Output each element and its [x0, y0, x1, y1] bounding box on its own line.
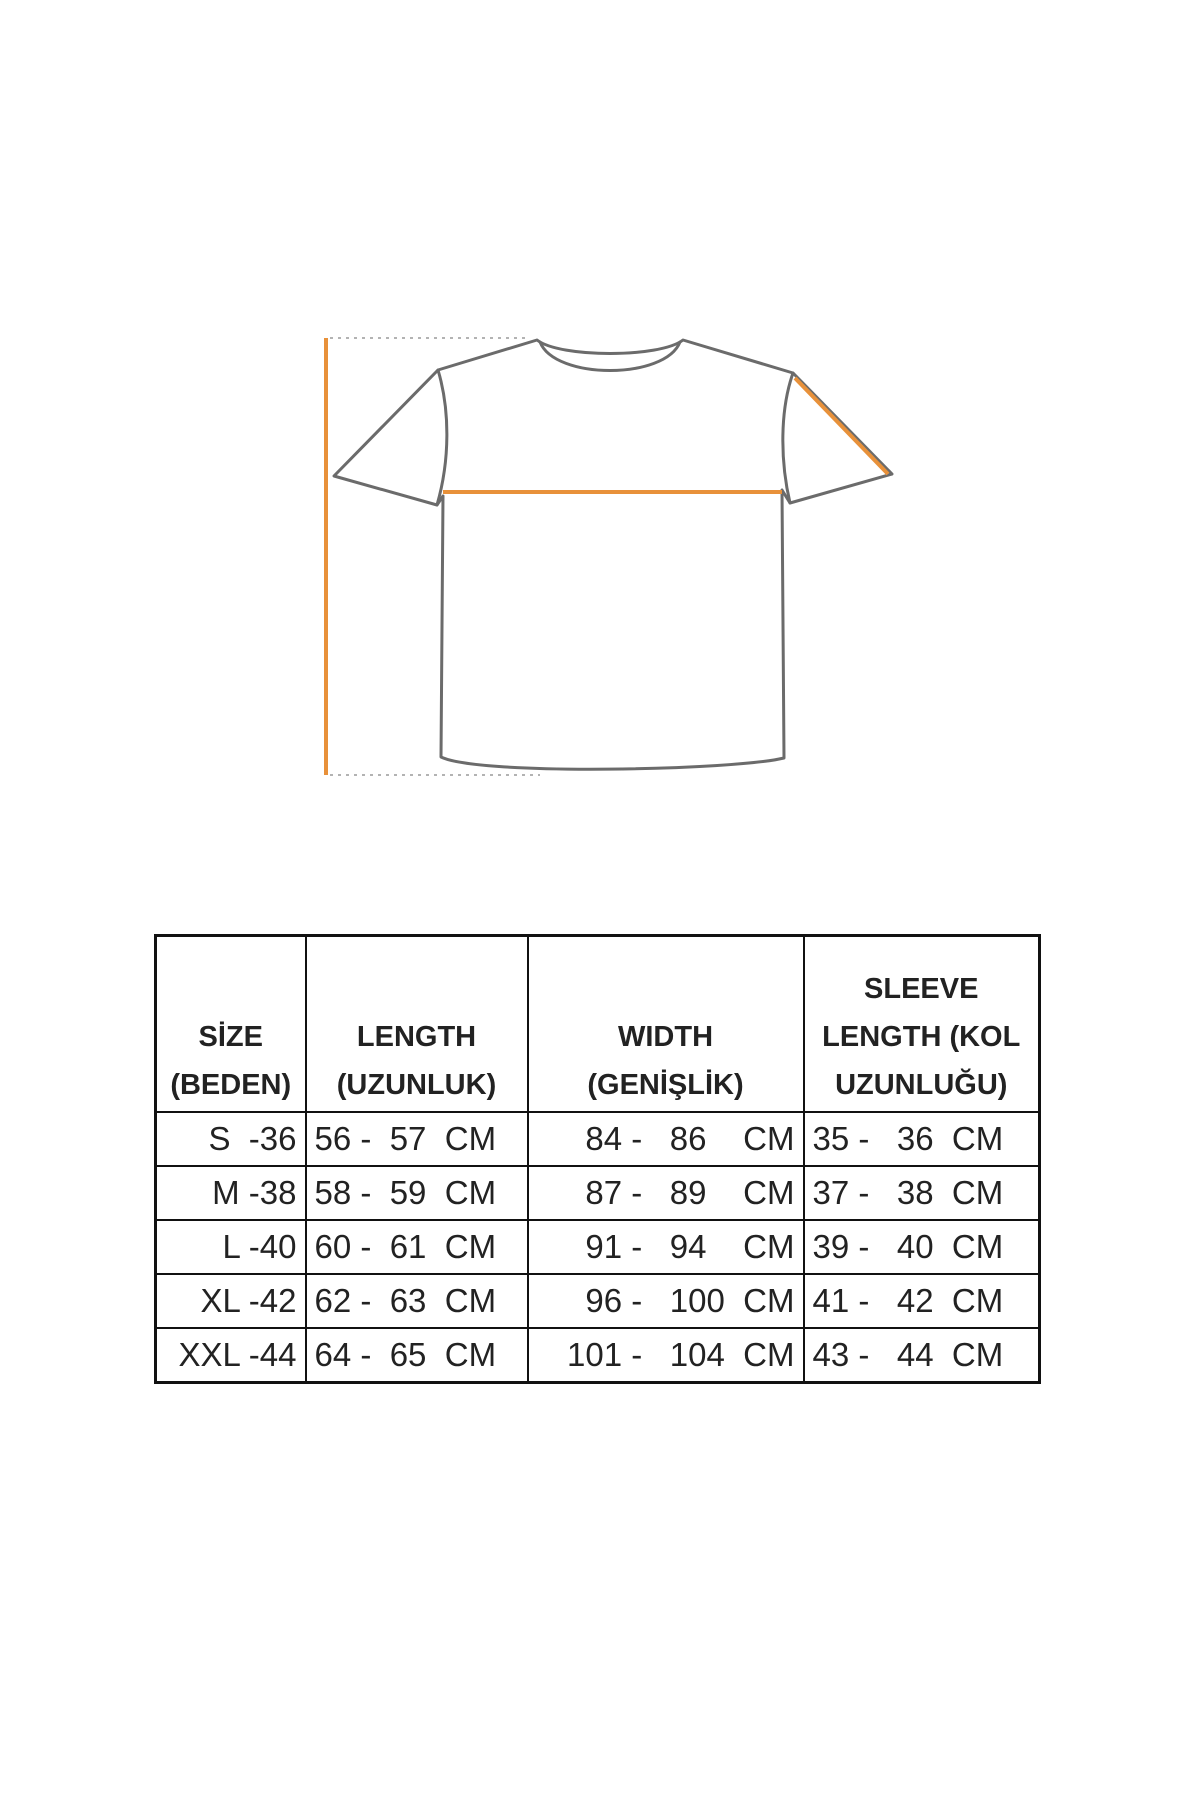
cell-size: S -36 [156, 1112, 306, 1166]
header-sleeve-length: SLEEVE LENGTH (KOL UZUNLUĞU) [804, 936, 1040, 1113]
length-measure-line [326, 338, 540, 775]
header-length: LENGTH (UZUNLUK) [306, 936, 528, 1113]
tshirt-outline-icon [334, 340, 892, 769]
cell-length: 60 - 61 CM [306, 1220, 528, 1274]
size-chart-table [154, 934, 1041, 1384]
table-row [156, 1328, 1040, 1383]
cell-sleeve-length: 41 - 42 CM [804, 1274, 1040, 1328]
table-row [156, 1274, 1040, 1328]
table-row [156, 1112, 1040, 1166]
sleeve-measure-line [795, 378, 888, 474]
cell-sleeve-length: 39 - 40 CM [804, 1220, 1040, 1274]
header-width: WIDTH (GENİŞLİK) [528, 936, 804, 1113]
cell-width: 84 - 86 CM [528, 1112, 804, 1166]
cell-length: 58 - 59 CM [306, 1166, 528, 1220]
cell-size: M -38 [156, 1166, 306, 1220]
header-size: SİZE (BEDEN) [156, 936, 306, 1113]
cell-length: 64 - 65 CM [306, 1328, 528, 1383]
cell-size: XL -42 [156, 1274, 306, 1328]
cell-size: XXL -44 [156, 1328, 306, 1383]
cell-size: L -40 [156, 1220, 306, 1274]
table-row [156, 1220, 1040, 1274]
cell-width: 96 - 100 CM [528, 1274, 804, 1328]
table-row [156, 1166, 1040, 1220]
cell-length: 62 - 63 CM [306, 1274, 528, 1328]
cell-length: 56 - 57 CM [306, 1112, 528, 1166]
cell-sleeve-length: 35 - 36 CM [804, 1112, 1040, 1166]
cell-sleeve-length: 43 - 44 CM [804, 1328, 1040, 1383]
cell-width: 91 - 94 CM [528, 1220, 804, 1274]
cell-sleeve-length: 37 - 38 CM [804, 1166, 1040, 1220]
cell-width: 101 - 104 CM [528, 1328, 804, 1383]
cell-width: 87 - 89 CM [528, 1166, 804, 1220]
table-header-row [156, 936, 1040, 1113]
